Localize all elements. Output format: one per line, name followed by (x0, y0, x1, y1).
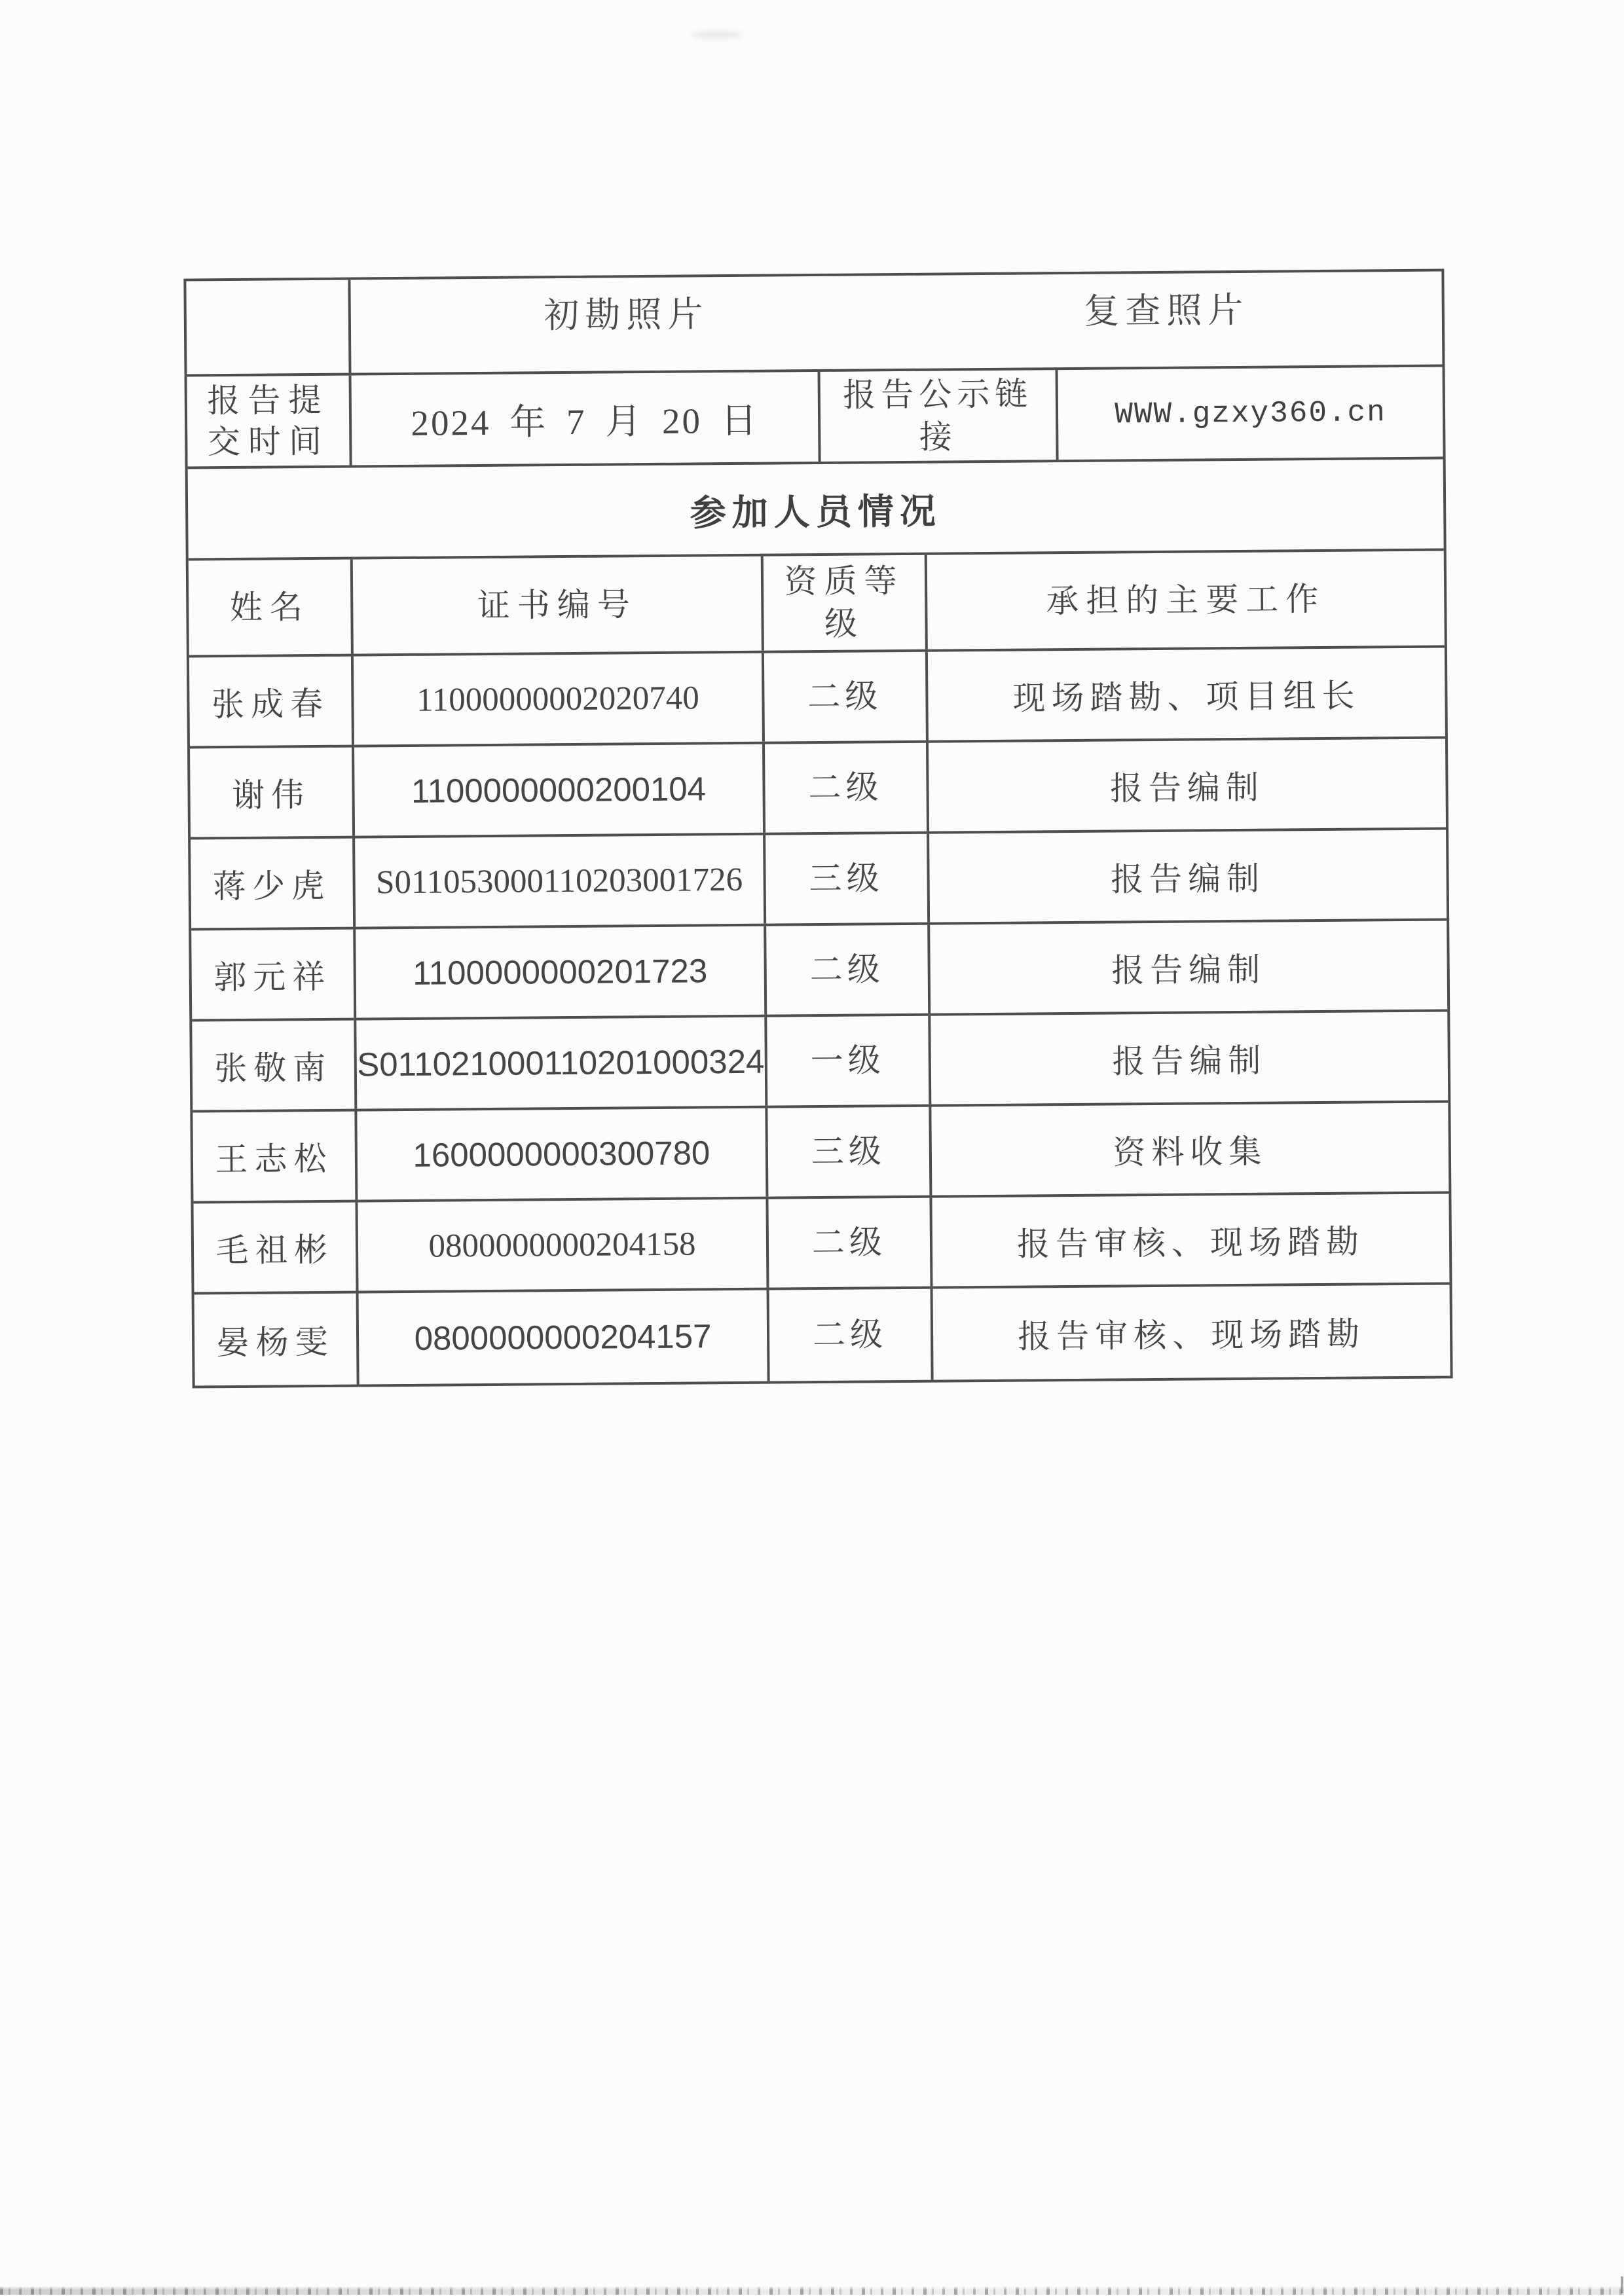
table-row (194, 1285, 1450, 1385)
certificate-number: 0800000000204157 (359, 1290, 770, 1385)
qualification-level: 二级 (766, 925, 931, 1015)
initial-survey-photo-label: 初勘照片 (544, 295, 709, 336)
person-name: 毛祖彬 (193, 1203, 358, 1292)
main-work: 报告编制 (1109, 769, 1265, 807)
scan-noise-band (0, 2286, 1624, 2295)
certificate-number: 1100000000200104 (354, 744, 766, 836)
certificate-number: S011053000110203001726 (355, 835, 766, 927)
report-info-table (183, 268, 1452, 1388)
main-work: 报告编制 (1112, 1042, 1267, 1080)
header-qualification-level: 资质等级 (764, 555, 928, 651)
header-main-work: 承担的主要工作 (1046, 580, 1326, 619)
certificate-number: S011021000110201000324 (356, 1017, 767, 1109)
header-certificate-number: 证书编号 (353, 556, 764, 654)
qualification-level: 三级 (766, 834, 930, 924)
scan-corner-mark (1621, 2276, 1623, 2293)
report-public-link-label: 报告公示链接 (821, 370, 1059, 462)
person-name: 王志松 (193, 1112, 358, 1201)
main-work: 资料收集 (1113, 1133, 1268, 1171)
person-name: 张敬南 (192, 1021, 357, 1110)
header-name: 姓名 (189, 560, 354, 655)
certificate-number: 1600000000300780 (357, 1108, 768, 1200)
person-name: 谢伟 (190, 748, 355, 837)
qualification-level: 一级 (767, 1016, 931, 1106)
table-row (192, 1011, 1448, 1112)
qualification-level: 二级 (765, 743, 929, 833)
photo-row-empty-cell (186, 280, 351, 374)
main-work: 报告编制 (1110, 860, 1266, 898)
main-work: 现场踏勘、项目组长 (1012, 676, 1361, 717)
review-photo-label: 复查照片 (1084, 290, 1249, 331)
qualification-level: 二级 (769, 1289, 934, 1381)
report-public-link-url: WWW.gzxy360.cn (1115, 395, 1386, 431)
main-work: 报告审核、现场踏勘 (1017, 1315, 1366, 1355)
person-name: 郭元祥 (191, 930, 356, 1019)
certificate-number: 0800000000204158 (358, 1199, 769, 1291)
scan-smudge (691, 31, 743, 38)
table-row (193, 1102, 1449, 1203)
report-submit-time-label: 报告提交时间 (187, 376, 352, 467)
qualification-level: 二级 (764, 652, 929, 742)
table-row (191, 920, 1447, 1021)
report-submit-row (187, 367, 1443, 469)
person-name: 张成春 (189, 657, 354, 746)
table-row (191, 829, 1447, 930)
personnel-section-title: 参加人员情况 (690, 491, 942, 534)
table-row (193, 1194, 1449, 1294)
photo-caption-row (186, 271, 1442, 376)
personnel-section-row (188, 459, 1444, 560)
person-name: 晏杨雯 (194, 1294, 360, 1386)
photo-captions-cell (350, 271, 1442, 373)
report-submit-date: 2024 年 7 月 20 日 (352, 372, 821, 465)
table-row (190, 738, 1446, 839)
certificate-number: 1100000000201723 (356, 926, 767, 1018)
main-work: 报告编制 (1111, 951, 1266, 989)
certificate-number: 11000000002020740 (354, 653, 765, 745)
main-work: 报告审核、现场踏勘 (1016, 1222, 1365, 1263)
table-row (189, 647, 1445, 748)
qualification-level: 三级 (767, 1107, 932, 1197)
personnel-header-row (189, 551, 1445, 657)
person-name: 蒋少虎 (191, 839, 356, 928)
qualification-level: 二级 (768, 1198, 932, 1288)
